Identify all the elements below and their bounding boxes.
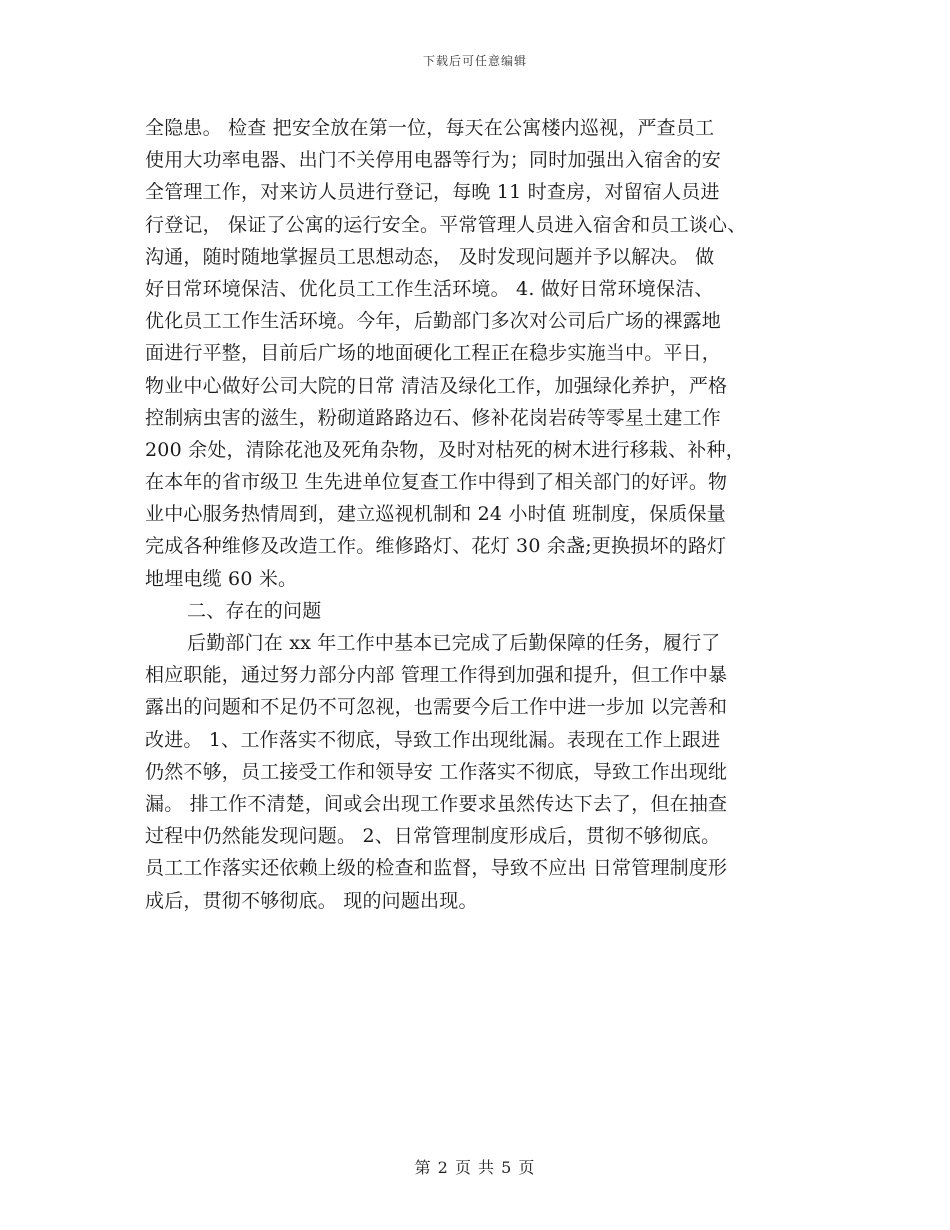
text-line: 沟通，随时随地掌握员工思想动态， 及时发现问题并予以解决。 做 <box>145 245 715 268</box>
page-header: 下载后可任意编辑 <box>422 54 527 68</box>
text-line: 仍然不够，员工接受工作和领导安 工作落实不彻底，导致工作出现纰 <box>145 760 728 783</box>
text-line: 漏。 排工作不清楚，间或会出现工作要求虽然传达下去了，但在抽查 <box>145 792 728 815</box>
section-heading: 二、存在的问题 <box>187 599 322 622</box>
page-number-footer: 第 2 页 共 5 页 <box>414 1158 536 1177</box>
text-line: 在本年的省市级卫 生先进单位复查工作中得到了相关部门的好评。物 <box>145 471 728 494</box>
text-line: 物业中心做好公司大院的日常 清洁及绿化工作，加强绿化养护，严格 <box>145 374 728 397</box>
text-line: 全隐患。 检查 把安全放在第一位，每天在公寓楼内巡视，严查员工 <box>145 117 715 139</box>
document-body <box>145 112 810 917</box>
text-line: 控制病虫害的滋生，粉砌道路路边石、修补花岗岩砖等零星土建工作 <box>145 406 722 429</box>
text-line: 使用大功率电器、出门不关停用电器等行为；同时加强出入宿舍的安 <box>145 149 722 172</box>
paragraph-first-line: 后勤部门在 xx 年工作中基本已完成了后勤保障的任务，履行了 <box>187 632 721 654</box>
text-line: 成后，贯彻不够彻底。 现的问题出现。 <box>145 889 478 912</box>
text-line: 地埋电缆 60 米。 <box>145 567 298 590</box>
text-line: 好日常环境保洁、优化员工工作生活环境。 4. 做好日常环境保洁、 <box>145 277 714 300</box>
text-line: 露出的问题和不足仍不可忽视，也需要今后工作中进一步加 以完善和 <box>145 696 728 719</box>
text-line: 员工工作落实还依赖上级的检查和监督，导致不应出 日常管理制度形 <box>145 857 728 880</box>
text-line: 面进行平整，目前后广场的地面硬化工程正在稳步实施当中。平日， <box>145 342 722 365</box>
text-line: 全管理工作，对来访人员进行登记，每晚 11 时查房，对留宿人员进 <box>145 181 720 204</box>
text-line: 200 余处，清除花池及死角杂物，及时对枯死的树木进行移栽、补种， <box>145 438 745 461</box>
text-line: 优化员工工作生活环境。今年，后勤部门多次对公司后广场的裸露地 <box>145 310 722 333</box>
text-line: 相应职能，通过努力部分内部 管理工作得到加强和提升，但工作中暴 <box>145 664 728 687</box>
text-line: 完成各种维修及改造工作。维修路灯、花灯 30 余盏;更换损坏的路灯 <box>145 535 727 558</box>
text-line: 业中心服务热情周到，建立巡视机制和 24 小时值 班制度，保质保量 <box>145 503 726 526</box>
text-line: 行登记， 保证了公寓的运行安全。平常管理人员进入宿舍和员工谈心、 <box>145 213 747 236</box>
text-line: 过程中仍然能发现问题。 2、日常管理制度形成后，贯彻不够彻底。 <box>145 825 721 848</box>
text-line: 改进。 1、工作落实不彻底，导致工作出现纰漏。表现在工作上跟进 <box>145 728 721 751</box>
